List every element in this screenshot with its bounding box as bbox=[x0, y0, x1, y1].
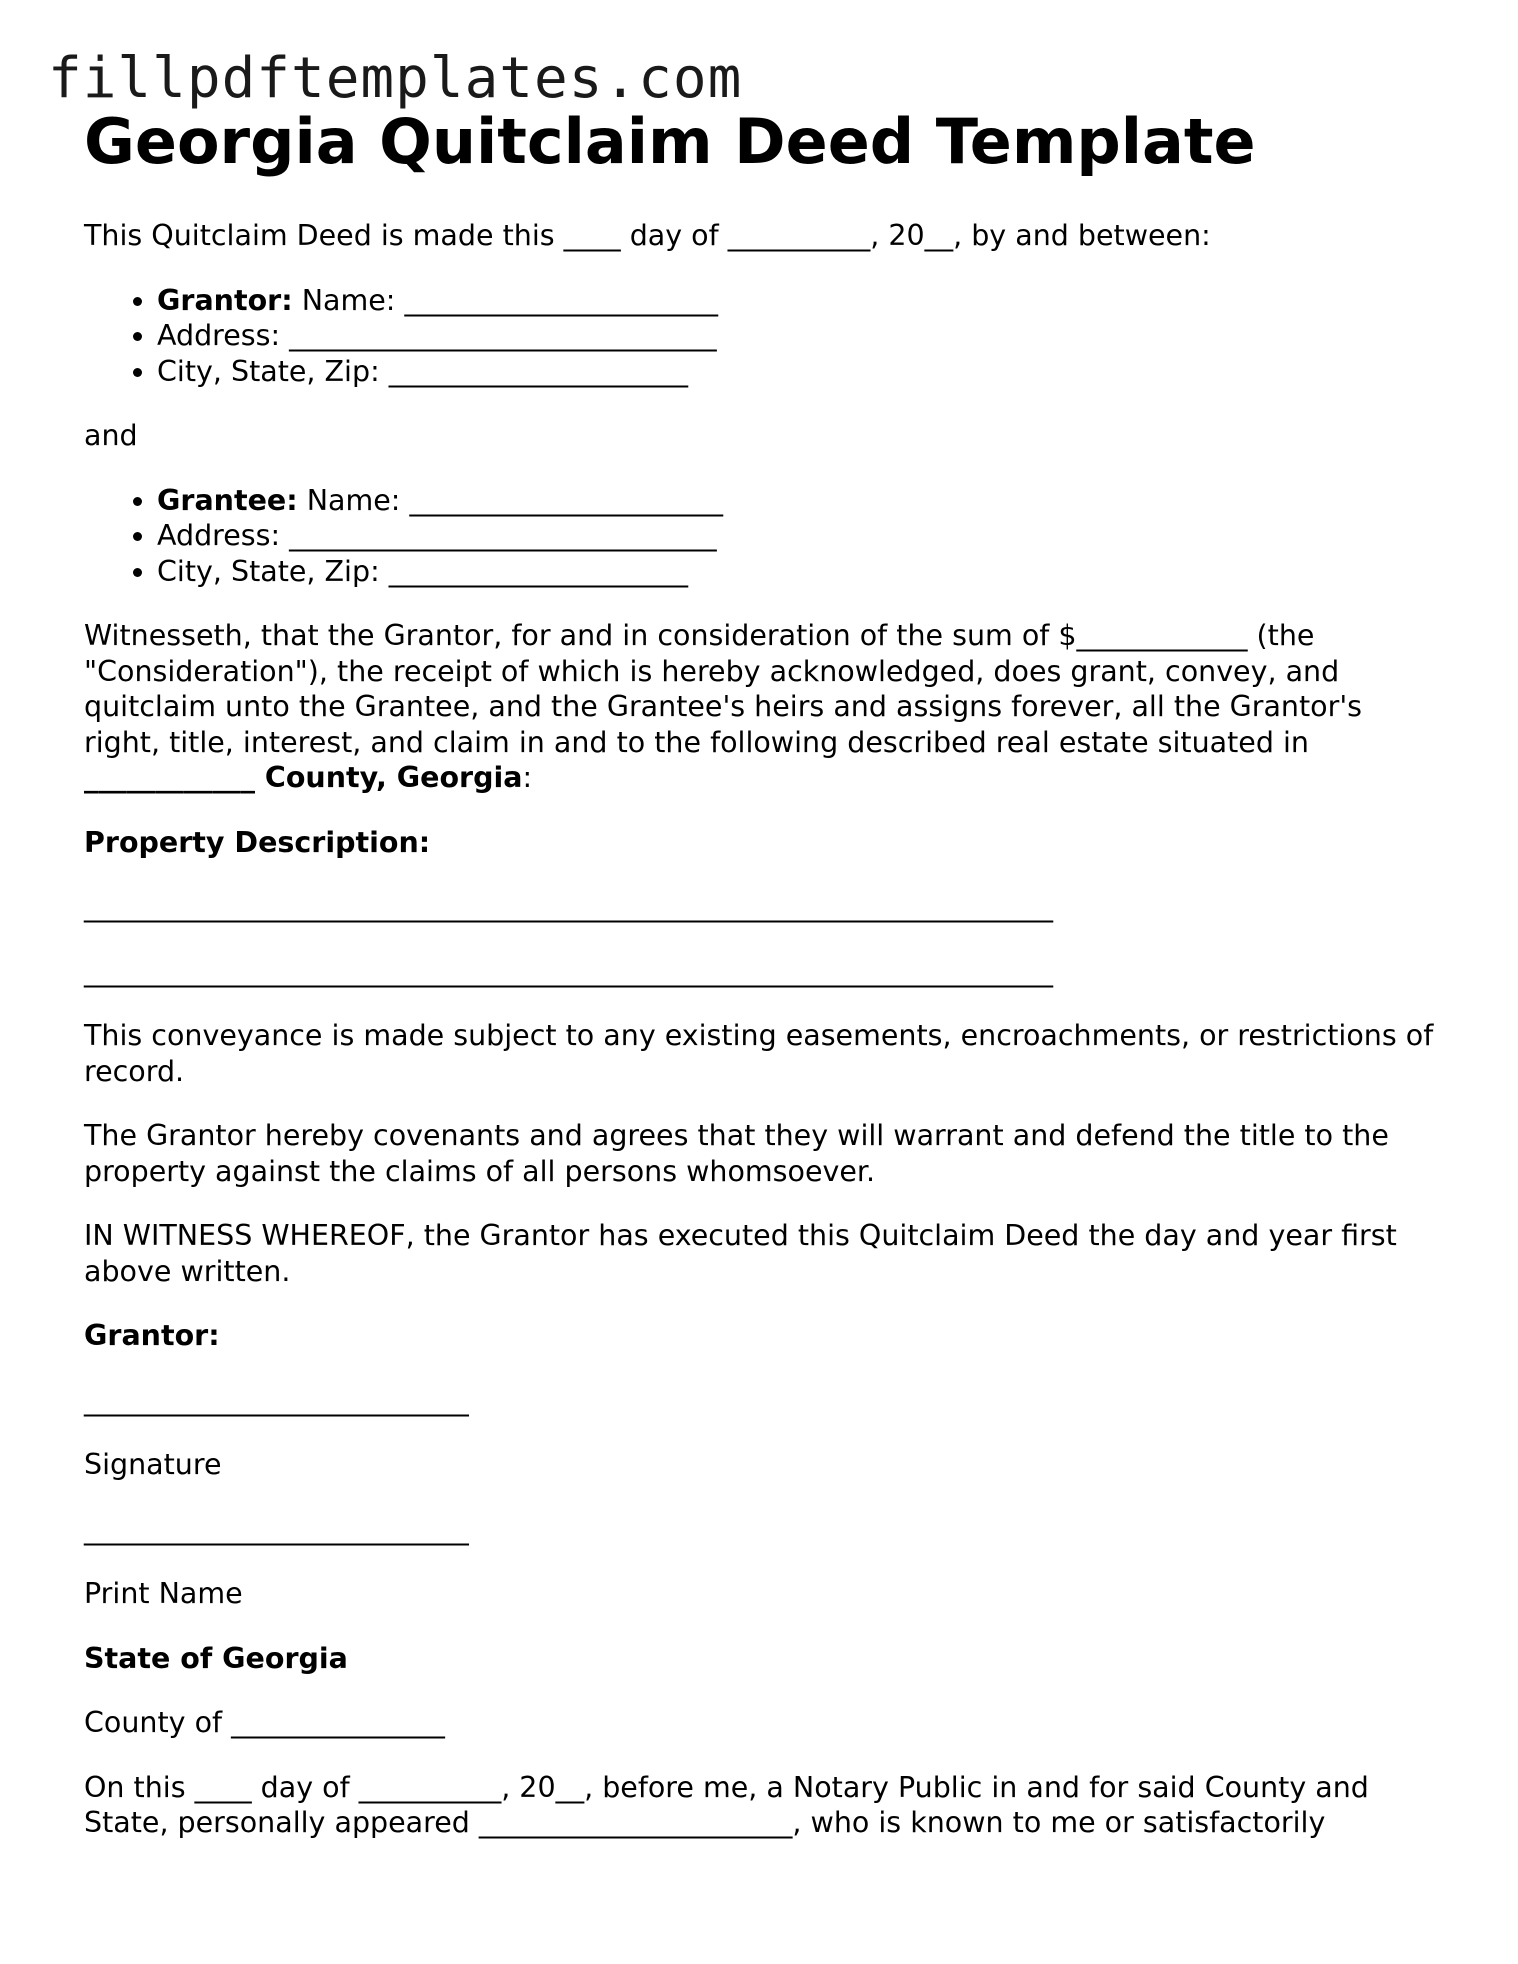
grantor-city-item: • City, State, Zip: _____________________ bbox=[157, 354, 1444, 390]
property-line-1: ____________________________________________________________________ bbox=[84, 890, 1053, 923]
intro-paragraph: This Quitclaim Deed is made this ____ day of __________, 20__, by and between: bbox=[84, 219, 1211, 252]
signature-label: Signature bbox=[84, 1448, 222, 1481]
signature-line: ___________________________ bbox=[84, 1383, 469, 1417]
property-line-2: ____________________________________________________________________ bbox=[84, 954, 1053, 988]
page-title: Georgia Quitclaim Deed Template bbox=[84, 105, 1256, 178]
grantor-address-item: • Address: ______________________________ bbox=[157, 318, 1444, 354]
grantor-signature-heading: Grantor: bbox=[84, 1319, 220, 1352]
state-heading: State of Georgia bbox=[84, 1641, 348, 1675]
grantee-name-field: Name: ______________________ bbox=[297, 483, 723, 517]
grantor-name-field: Name: ______________________ bbox=[292, 283, 718, 317]
grantor-list bbox=[84, 283, 1444, 390]
grantee-address-item: • Address: ______________________________ bbox=[157, 518, 1444, 554]
county-of-line: County of _______________ bbox=[84, 1706, 445, 1739]
witnesseth-end: : bbox=[522, 761, 533, 794]
document-body bbox=[84, 102, 1444, 1870]
grantee-list bbox=[84, 483, 1444, 590]
witness-whereof-paragraph: IN WITNESS WHEREOF, the Grantor has executed this Quitclaim Deed the day and year first above written. bbox=[84, 1219, 1397, 1288]
property-description-heading: Property Description: bbox=[84, 825, 431, 859]
print-name-label: Print Name bbox=[84, 1577, 243, 1610]
grantor-name-item bbox=[157, 283, 1444, 319]
and-text: and bbox=[84, 419, 138, 452]
grantee-name-item bbox=[157, 483, 1444, 519]
notary-paragraph: On this ____ day of __________, 20__, before me, a Notary Public in and for said County and State, personally appeared ______________________, who is known to me or satisfactorily bbox=[84, 1770, 1369, 1839]
grantor-label: Grantor: bbox=[157, 283, 293, 317]
grantee-city-item: • City, State, Zip: _____________________ bbox=[157, 554, 1444, 590]
print-name-line: ___________________________ bbox=[84, 1512, 469, 1546]
witnesseth-text: Witnesseth, that the Grantor, for and in consideration of the sum of $____________ (the "Consideration"), the receipt of which is hereby acknowledged, does grant, convey, and quitclaim unto the Grantee, and the Grantee's heirs and assigns forever, all the Grantor's right, title, interest, and claim in and to the following described real estate situated in bbox=[84, 619, 1363, 759]
site-watermark: fillpdftemplates.com bbox=[48, 46, 743, 111]
grantee-label: Grantee: bbox=[157, 483, 298, 517]
conveyance-paragraph: This conveyance is made subject to any existing easements, encroachments, or restrictions of record. bbox=[84, 1019, 1434, 1088]
county-georgia-label: ____________ County, Georgia bbox=[84, 761, 523, 794]
covenant-paragraph: The Grantor hereby covenants and agrees that they will warrant and defend the title to the property against the claims of all persons whomsoever. bbox=[84, 1119, 1389, 1188]
witnesseth-paragraph bbox=[84, 618, 1444, 796]
